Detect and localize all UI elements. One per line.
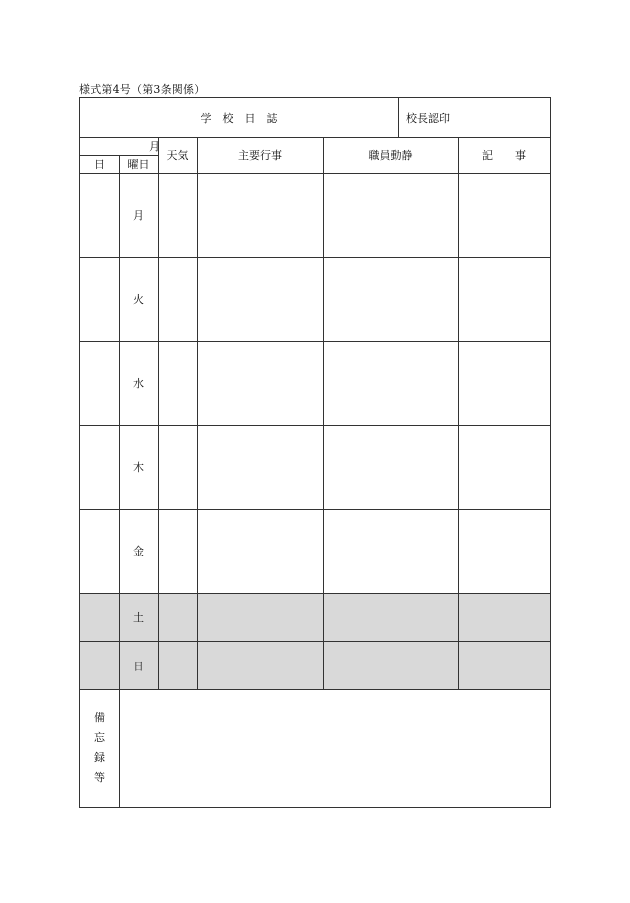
weekday-saturday: 土	[133, 611, 144, 624]
memo-char-1: 備	[94, 711, 105, 724]
memo-char-4: 等	[94, 771, 105, 784]
principal-seal-label: 校長認印	[406, 111, 450, 125]
weekday-header: 曜日	[127, 158, 150, 171]
form-title: 学 校 日 誌	[200, 111, 278, 125]
notes-header: 記 事	[482, 149, 526, 162]
weekday-friday: 金	[133, 545, 144, 558]
weekday-wednesday: 水	[133, 377, 144, 390]
memo-char-2: 忘	[94, 731, 105, 744]
weekday-thursday: 木	[133, 461, 144, 474]
weekday-tuesday: 火	[133, 293, 144, 306]
memo-area[interactable]	[120, 690, 550, 807]
month-header: 月	[149, 140, 160, 153]
school-diary-form	[79, 97, 551, 808]
staff-movements-header: 職員動静	[368, 149, 413, 162]
memo-label	[80, 689, 119, 807]
day-header: 日	[94, 158, 105, 171]
memo-char-3: 録	[94, 751, 105, 764]
weekday-monday: 月	[133, 209, 144, 222]
form-number-label: 様式第4号（第3条関係）	[79, 83, 206, 96]
weather-header: 天気	[166, 149, 189, 162]
weekday-sunday: 日	[133, 661, 144, 673]
main-events-header: 主要行事	[238, 149, 282, 162]
